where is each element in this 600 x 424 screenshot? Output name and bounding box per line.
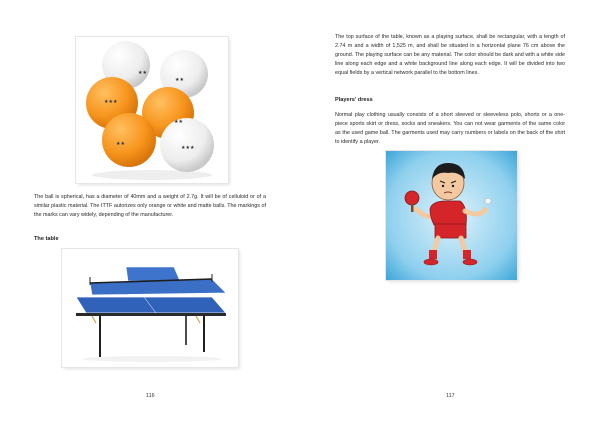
page-number: 116: [146, 393, 155, 399]
dress-heading: Players' dress: [335, 97, 373, 103]
right-page: [300, 0, 600, 424]
ball-paragraph: The ball is spherical, has a diameter of 40mm and a weight of 2.7g. It will be of celluloid or of a similar plastic material. The ITTF autorizes only orange or white and matte balls. The markings of the marks can vary widely, depending of the manufacturer.: [34, 194, 266, 219]
svg-text:★★: ★★: [174, 119, 183, 125]
table-heading: The table: [34, 236, 59, 242]
ping-pong-balls-image: [76, 37, 228, 183]
svg-text:★★★: ★★★: [104, 99, 118, 105]
ping-pong-balls-illustration: [76, 37, 228, 183]
ping-pong-table-image: [62, 249, 238, 367]
ping-pong-table-illustration: [62, 249, 238, 367]
orange-ball: [102, 113, 156, 167]
svg-text:★★: ★★: [138, 70, 147, 76]
svg-text:★★★: ★★★: [181, 145, 195, 151]
player-illustration-image: [386, 151, 517, 280]
svg-text:★★: ★★: [175, 77, 184, 83]
page-number: 117: [446, 393, 455, 399]
table-paragraph: The top surface of the table, known as a playing surface, shall be rectangular, with a length of 2.74 m and a width of 1,525 m, and shall be situated in a horizontal plane 76 cm above the ground. The playing surface can be any material. The color should be dark and with a white side line along each edge and a white background line along each edge. It will be divided into two equal fields by a vertical network parallel to the bottom lines.: [335, 34, 565, 77]
cartoon-player-illustration: [386, 151, 517, 280]
svg-text:★★: ★★: [116, 141, 125, 147]
dress-paragraph: Normal play clothing usually consists of a short sleeved or sleeveless polo, shorts or a one-piece sports skirt or dress, socks and sneakers. You can not wear garments of the same color as the used game ball. The garments used may carry numbers or labels on the back of the shirt to identify a player.: [335, 112, 565, 146]
